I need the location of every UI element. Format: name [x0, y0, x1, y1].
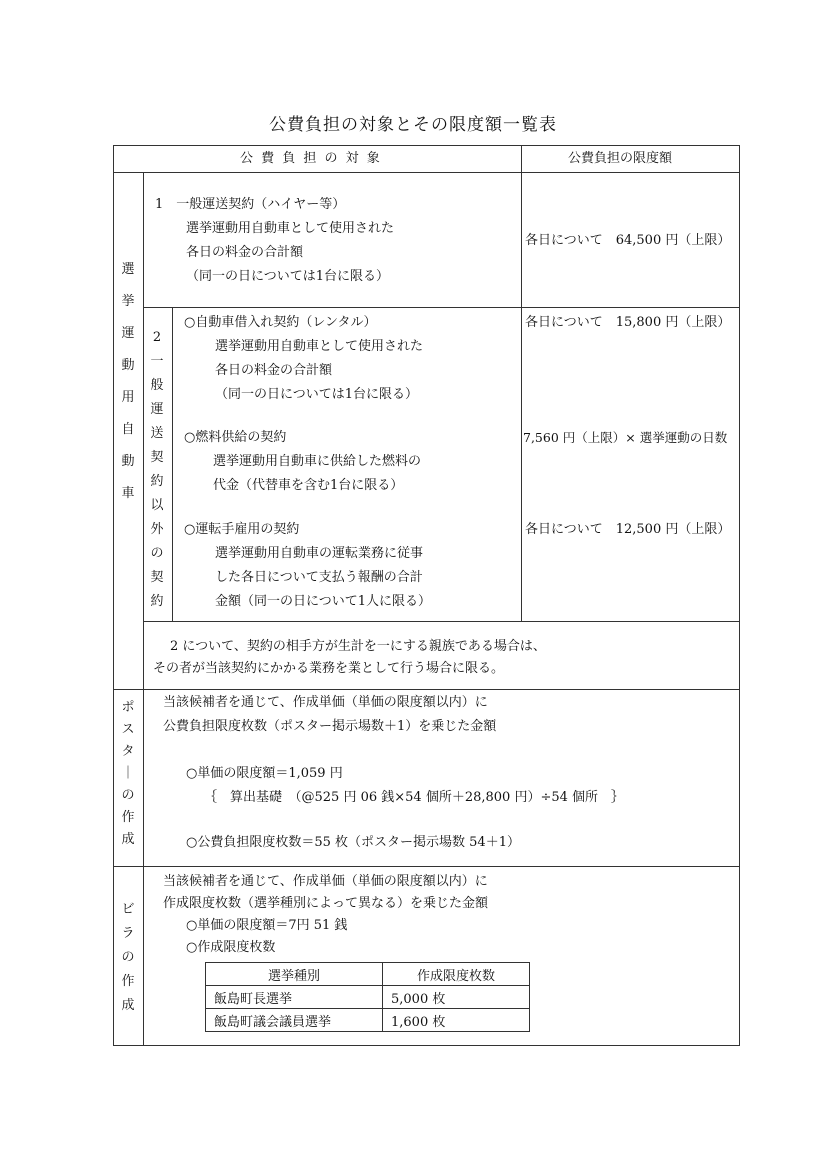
flyer-limit-table	[205, 962, 530, 1032]
driver-line: 金額（同一の日について1人に限る）	[215, 594, 432, 609]
page-title: 公費負担の対象とその限度額一覧表	[269, 115, 557, 135]
poster-side-label: ポ ス タ ｜ の 作 成	[121, 700, 135, 847]
divider	[521, 145, 522, 621]
vehicle-note: 2 について、契約の相手方が生計を一にする親族である場合は、	[170, 639, 546, 654]
driver-line: 選挙運動用自動車の運転業務に従事	[215, 546, 424, 561]
flyer-unit-limit: ○単価の限度額＝7円 51 銭	[186, 918, 348, 933]
flyer-count-heading: ○作成限度枚数	[186, 940, 276, 955]
item1-line: （同一の日については1台に限る）	[186, 269, 390, 284]
driver-limit: 各日について 12,500 円（上限）	[525, 522, 731, 537]
divider	[172, 307, 173, 621]
table-header-cell: 作成限度枚数	[383, 963, 530, 986]
table-header-cell: 選挙種別	[206, 963, 383, 986]
rental-limit: 各日について 15,800 円（上限）	[525, 315, 731, 330]
vehicle-note: その者が当該契約にかかる業務を業として行う場合に限る。	[153, 661, 505, 676]
table-cell: 5,000 枚	[383, 986, 530, 1009]
table-row	[206, 1009, 530, 1032]
poster-line: 当該候補者を通じて、作成単価（単価の限度額以内）に	[163, 695, 488, 710]
table-cell: 1,600 枚	[383, 1009, 530, 1032]
item1-limit: 各日について 64,500 円（上限）	[525, 233, 731, 248]
poster-basis: ｛ 算出基礎 （@525 円 06 銭×54 個所＋28,800 円）÷54 個所 ｝	[204, 790, 625, 805]
poster-unit-limit: ○単価の限度額＝1,059 円	[186, 766, 343, 781]
vehicle-side-label: 選 挙 運 動 用 自 動 車	[121, 262, 135, 501]
driver-heading: ○運転手雇用の契約	[184, 522, 300, 537]
item1-line: 選挙運動用自動車として使用された	[186, 221, 395, 236]
divider	[113, 866, 740, 867]
driver-line: した各日について支払う報酬の合計	[215, 570, 423, 585]
divider	[143, 621, 740, 622]
fuel-line: 選挙運動用自動車に供給した燃料の	[213, 454, 422, 469]
table-header-row	[206, 963, 530, 986]
flyer-line: 当該候補者を通じて、作成単価（単価の限度額以内）に	[163, 874, 488, 889]
item1-heading: 1 一般運送契約（ハイヤー等）	[155, 197, 346, 212]
header-limit: 公費負担の限度額	[568, 151, 673, 166]
table-cell: 飯島町議会議員選挙	[206, 1009, 383, 1032]
table-cell: 飯島町長選挙	[206, 986, 383, 1009]
fuel-heading: ○燃料供給の契約	[184, 430, 287, 445]
poster-line: 公費負担限度枚数（ポスター掲示場数＋1）を乗じた金額	[163, 719, 497, 734]
flyer-side-label: ビ ラ の 作 成	[121, 902, 135, 1013]
item1-line: 各日の料金の合計額	[186, 245, 304, 260]
divider	[143, 172, 144, 1046]
rental-line: 各日の料金の合計額	[215, 363, 333, 378]
rental-heading: ○自動車借入れ契約（レンタル）	[184, 315, 377, 330]
rental-line: （同一の日については1台に限る）	[215, 387, 419, 402]
fuel-line: 代金（代替車を含む1台に限る）	[213, 478, 404, 493]
rental-line: 選挙運動用自動車として使用された	[215, 339, 424, 354]
flyer-line: 作成限度枚数（選挙種別によって異なる）を乗じた金額	[163, 896, 489, 911]
divider	[143, 307, 740, 308]
divider	[113, 172, 740, 173]
header-target: 公 費 負 担 の 対 象	[240, 151, 382, 166]
table-row	[206, 986, 530, 1009]
item2-side-label: 2 一 般 運 送 契 約 以 外 の 契 約	[150, 330, 164, 609]
poster-count-limit: ○公費負担限度枚数＝55 枚（ポスター掲示場数 54＋1）	[186, 835, 520, 850]
divider	[113, 689, 740, 690]
fuel-limit: 7,560 円（上限）× 選挙運動の日数	[523, 430, 728, 445]
